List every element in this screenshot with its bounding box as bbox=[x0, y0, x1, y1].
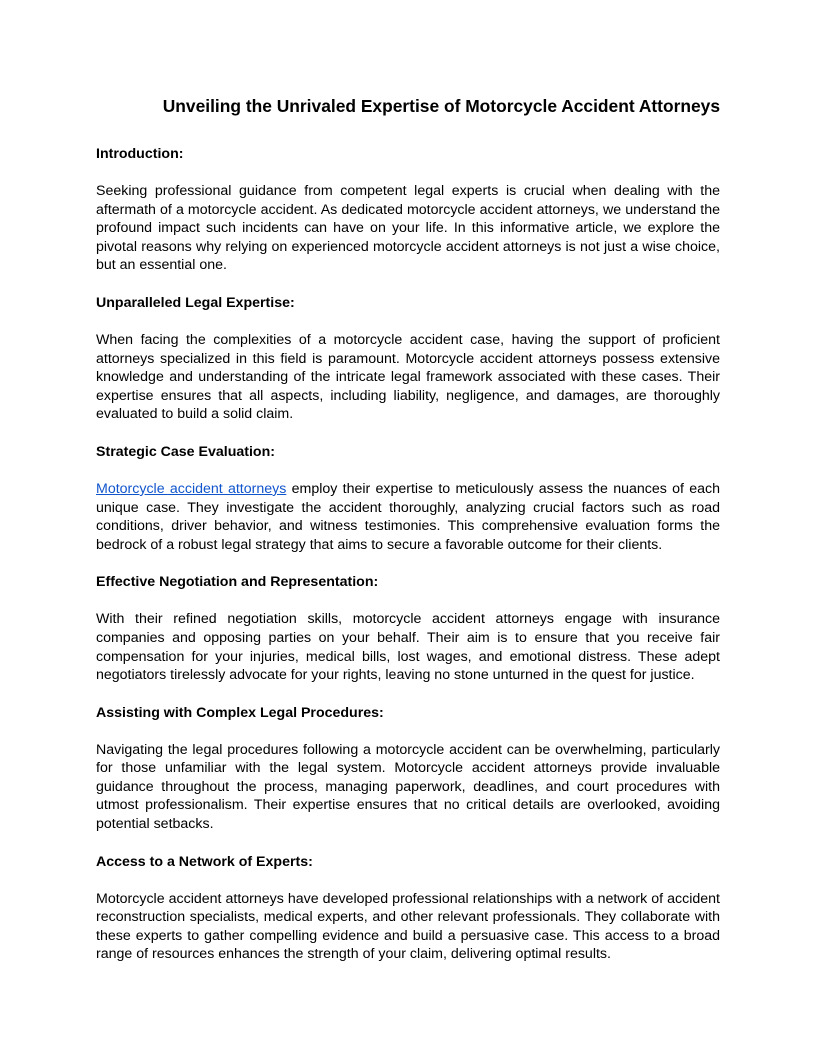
section-network-of-experts bbox=[96, 853, 720, 964]
section-heading: Unparalleled Legal Expertise: bbox=[96, 294, 295, 311]
section-paragraph: Seeking professional guidance from competent legal experts is crucial when dealing with the aftermath of a motorcycle accident. As dedicated motorcycle accident attorneys, we understand the profound impact such incidents can have on your life. In this informative article, we explore the pivotal reasons why relying on experienced motorcycle accident attorneys is not just a wise choice, but an essential one. bbox=[96, 183, 720, 274]
section-paragraph: Motorcycle accident attorneys have developed professional relationships with a network of accident reconstruction specialists, medical experts, and other relevant professionals. They collaborate with these experts to gather compelling evidence and build a persuasive case. This access to a broad range of resources enhances the strength of your claim, delivering optimal results. bbox=[96, 890, 720, 963]
section-legal-procedures bbox=[96, 704, 720, 834]
section-paragraph: When facing the complexities of a motorcycle accident case, having the support of proficient attorneys specialized in this field is paramount. Motorcycle accident attorneys possess extensive knowledge and understanding of the intricate legal framework associated with these cases. Their expertise ensures that all aspects, including liability, negligence, and damages, are thoroughly evaluated to build a solid claim. bbox=[96, 331, 720, 423]
section-legal-expertise bbox=[96, 294, 720, 424]
document-title: Unveiling the Unrivaled Expertise of Motorcycle Accident Attorneys bbox=[162, 96, 720, 116]
section-heading: Strategic Case Evaluation: bbox=[96, 443, 275, 460]
section-heading: Assisting with Complex Legal Procedures: bbox=[96, 704, 384, 721]
section-case-evaluation bbox=[96, 443, 720, 554]
paragraph-text: employ their expertise to meticulously assess the nuances of each unique case. They investigate the accident thoroughly, analyzing crucial factors such as road conditions, driver behavior, and witness testimonies. This comprehensive evaluation forms the bedrock of a robust legal strategy that aims to secure a favorable outcome for their clients. bbox=[96, 480, 720, 553]
section-paragraph: Navigating the legal procedures following a motorcycle accident can be overwhelming, particularly for those unfamiliar with the legal system. Motorcycle accident attorneys provide invaluable guidance throughout the process, managing paperwork, deadlines, and court procedures with utmost professionalism. Their expertise ensures that no critical details are overlooked, avoiding potential setbacks. bbox=[96, 741, 720, 833]
section-heading: Introduction: bbox=[96, 146, 184, 162]
section-paragraph: With their refined negotiation skills, motorcycle accident attorneys engage with insurance companies and opposing parties on your behalf. Their aim is to ensure that you receive fair compensation for your injuries, medical bills, lost wages, and emotional distress. These adept negotiators tirelessly advocate for your rights, leaving no stone unturned in the quest for justice. bbox=[96, 611, 720, 684]
section-heading: Access to a Network of Experts: bbox=[96, 853, 313, 870]
attorneys-link[interactable]: Motorcycle accident attorneys bbox=[96, 480, 287, 497]
section-paragraph bbox=[96, 480, 720, 554]
section-heading: Effective Negotiation and Representation: bbox=[96, 574, 379, 591]
section-negotiation bbox=[96, 573, 720, 684]
document-page bbox=[96, 94, 720, 983]
section-introduction bbox=[96, 145, 720, 275]
